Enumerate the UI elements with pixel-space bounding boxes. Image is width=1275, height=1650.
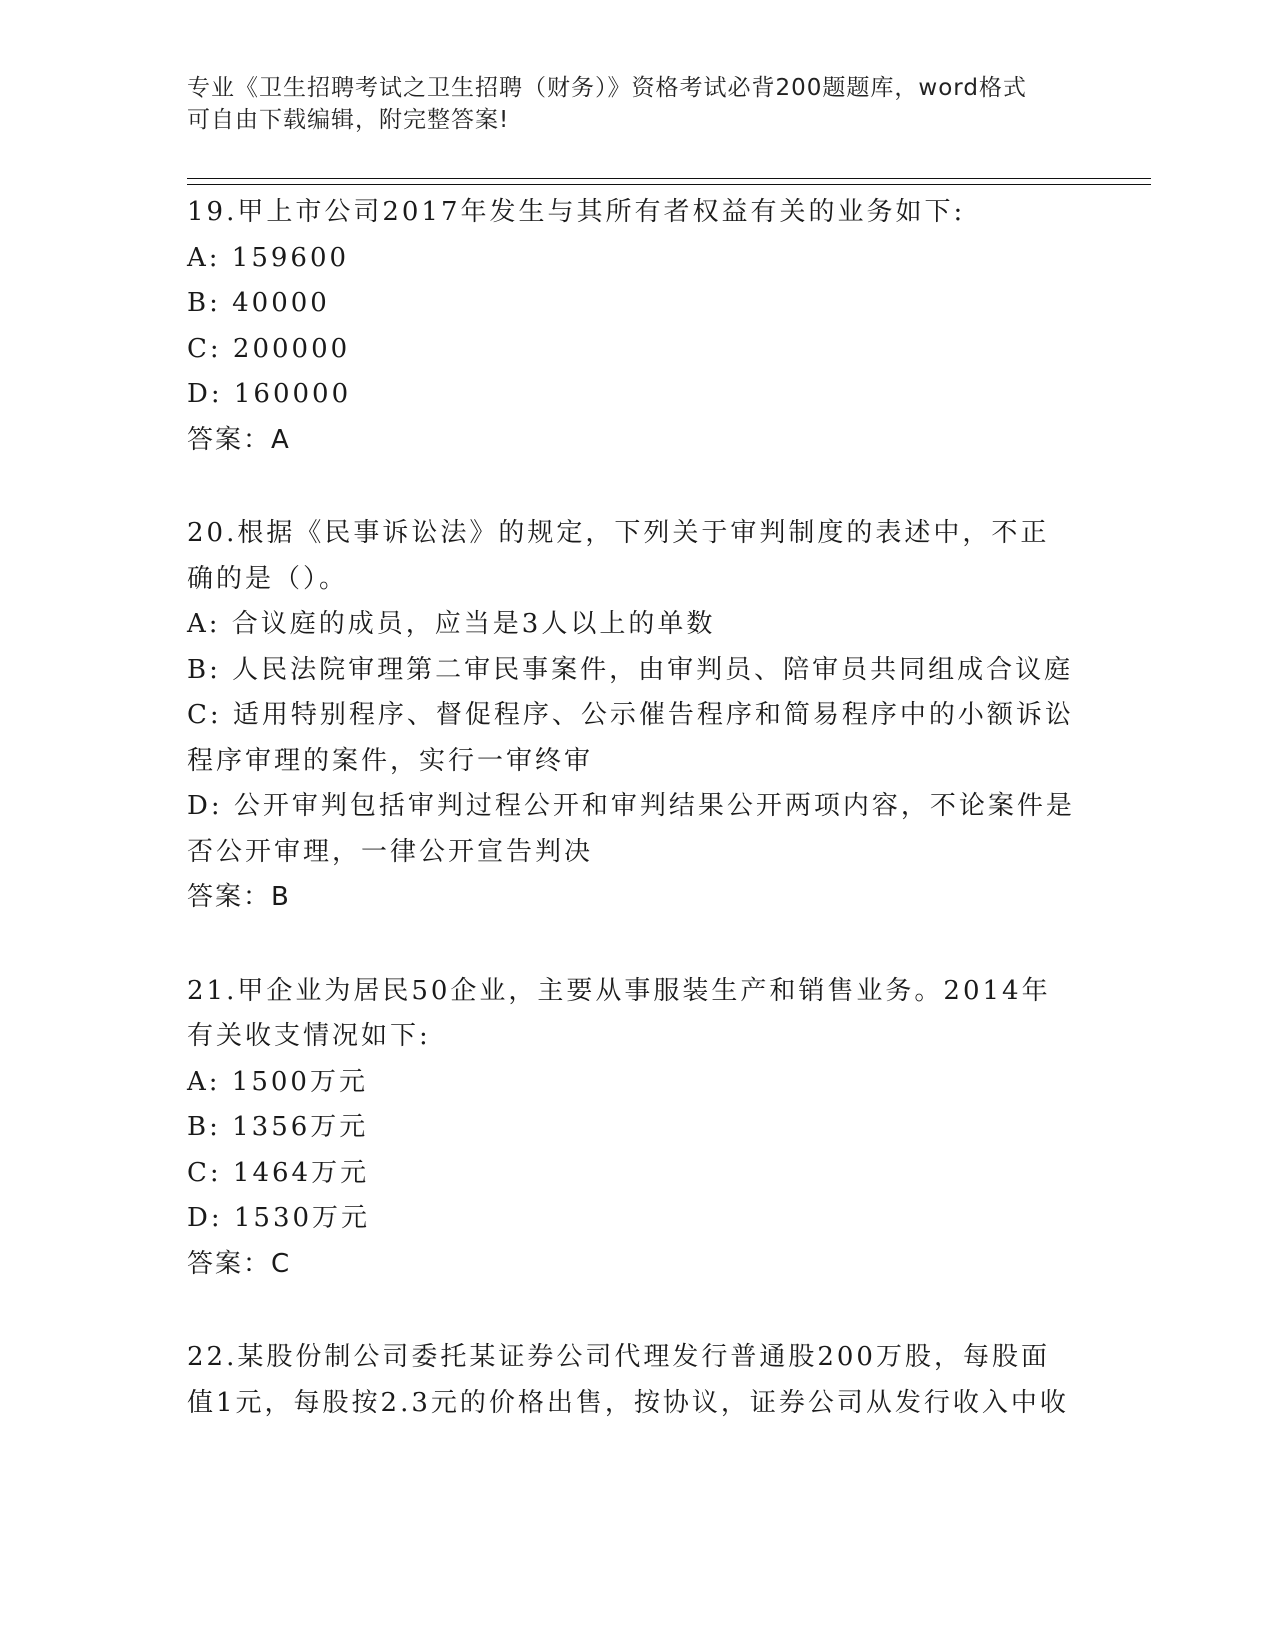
answer-line bbox=[187, 1242, 1077, 1288]
answer-label: 答案 ： bbox=[187, 425, 271, 455]
header-divider-top bbox=[187, 178, 1151, 179]
option-a: A: 1500万元 bbox=[187, 1066, 368, 1097]
question-20 bbox=[187, 511, 1077, 921]
document-header bbox=[187, 72, 1067, 136]
option-c: C: 200000 bbox=[187, 333, 351, 364]
answer-value: C bbox=[271, 1248, 292, 1279]
question-list bbox=[187, 190, 1077, 1474]
answer-value: A bbox=[271, 424, 291, 455]
header-divider-bottom bbox=[187, 184, 1151, 185]
answer-value: B bbox=[271, 882, 291, 912]
option-d: D: 公开审判包括审判过程公开和审判结果公开两项内容，不论案件是否公开审理，一律公开宣告判决 bbox=[187, 791, 1075, 867]
option-b: B: 1356万元 bbox=[187, 1112, 369, 1142]
option-c: C: 适用特别程序、督促程序、公示催告程序和简易程序中的小额诉讼程序审理的案件，实行一审终审 bbox=[187, 700, 1074, 776]
answer-label: 答案 ： bbox=[187, 1249, 271, 1279]
question-21 bbox=[187, 969, 1077, 1288]
question-19 bbox=[187, 190, 1077, 463]
option-a: A: 159600 bbox=[187, 242, 350, 273]
option-b: B: 40000 bbox=[187, 288, 330, 318]
header-line-1: 专业《卫生招聘考试之卫生招聘（财务）》资格考试必背200题题库，word格式 bbox=[187, 75, 1027, 101]
answer-line bbox=[187, 875, 1077, 921]
option-b: B: 人民法院审理第二审民事案件，由审判员、陪审员共同组成合议庭 bbox=[187, 654, 1074, 685]
header-line-2: 可自由下载编辑，附完整答案! bbox=[187, 107, 510, 133]
question-stem: 19.甲上市公司2017年发生与其所有者权益有关的业务如下: bbox=[187, 197, 966, 227]
question-stem: 21.甲企业为居民50企业，主要从事服装生产和销售业务。2014年有关收支情况如下: bbox=[187, 975, 1051, 1051]
question-22 bbox=[187, 1335, 1077, 1426]
option-d: D: 1530万元 bbox=[187, 1203, 371, 1233]
question-stem: 20.根据《民事诉讼法》的规定，下列关于审判制度的表述中，不正确的是（）。 bbox=[187, 518, 1050, 594]
option-c: C: 1464万元 bbox=[187, 1157, 370, 1188]
option-d: D: 160000 bbox=[187, 379, 352, 409]
option-a: A: 合议庭的成员，应当是3人以上的单数 bbox=[187, 609, 716, 639]
answer-label: 答案 ： bbox=[187, 882, 271, 912]
question-stem: 22.某股份制公司委托某证券公司代理发行普通股200万股，每股面值1元，每股按2.3元的价格出售，按协议，证券公司从发行收入中收 bbox=[187, 1342, 1069, 1418]
answer-line bbox=[187, 418, 1077, 464]
